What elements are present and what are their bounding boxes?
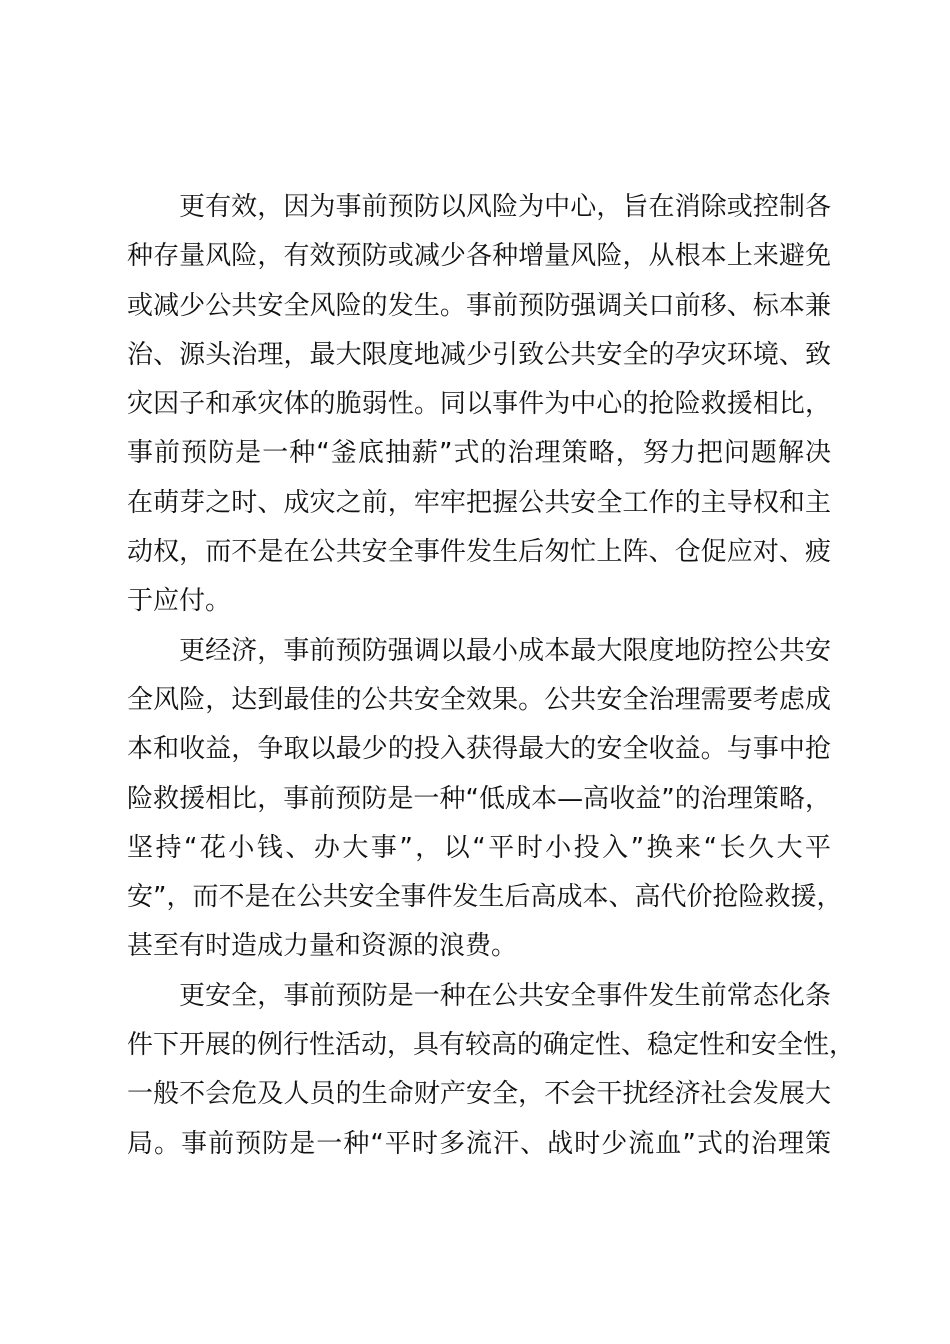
paragraph-line: 更有效，因为事前预防以风险为中心，旨在消除或控制各 — [179, 192, 831, 222]
paragraph-line: 安”，而不是在公共安全事件发生后高成本、高代价抢险救援， — [127, 882, 843, 913]
paragraph-more-safe — [127, 972, 856, 1169]
paragraph-line: 险救援相比，事前预防是一种“低成本—高收益”的治理策略， — [127, 783, 831, 814]
paragraph-line: 一般不会危及人员的生命财产安全，不会干扰经济社会发展大 — [127, 1079, 831, 1110]
paragraph-line: 件下开展的例行性活动，具有较高的确定性、稳定性和安全性， — [127, 1030, 856, 1061]
paragraph-line: 更经济，事前预防强调以最小成本最大限度地防控公共安 — [179, 635, 831, 666]
document-page — [127, 183, 856, 1169]
paragraph-line: 全风险，达到最佳的公共安全效果。公共安全治理需要考虑成 — [127, 684, 831, 715]
paragraph-line: 本和收益，争取以最少的投入获得最大的安全收益。与事中抢 — [127, 734, 831, 765]
paragraph-line: 事前预防是一种“釜底抽薪”式的治理策略，努力把问题解决 — [127, 438, 831, 469]
paragraph-line: 甚至有时造成力量和资源的浪费。 — [127, 931, 518, 962]
paragraph-line: 种存量风险，有效预防或减少各种增量风险，从根本上来避免 — [127, 241, 831, 272]
paragraph-line: 坚持“花小钱、办大事”，以“平时小投入”换来“长久大平 — [127, 832, 831, 863]
paragraph-line: 局。事前预防是一种“平时多流汗、战时少流血”式的治理策 — [127, 1128, 831, 1159]
paragraph-line: 治、源头治理，最大限度地减少引致公共安全的孕灾环境、致 — [127, 339, 831, 370]
paragraph-more-effective — [127, 183, 831, 627]
paragraph-line: 于应付。 — [127, 586, 232, 617]
paragraph-line: 更安全，事前预防是一种在公共安全事件发生前常态化条 — [179, 980, 831, 1011]
paragraph-line: 灾因子和承灾体的脆弱性。同以事件为中心的抢险救援相比， — [127, 389, 831, 420]
paragraph-more-economical — [127, 627, 843, 972]
paragraph-line: 在萌芽之时、成灾之前，牢牢把握公共安全工作的主导权和主 — [127, 487, 831, 518]
paragraph-line: 动权，而不是在公共安全事件发生后匆忙上阵、仓促应对、疲 — [127, 537, 831, 568]
paragraph-line: 或减少公共安全风险的发生。事前预防强调关口前移、标本兼 — [127, 290, 831, 321]
